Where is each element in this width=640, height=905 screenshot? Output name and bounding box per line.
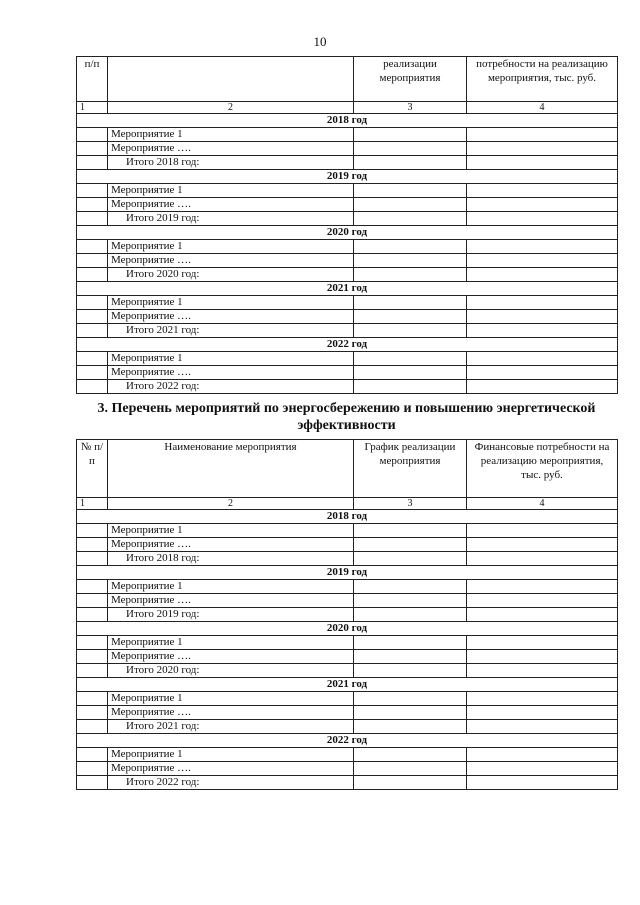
schedule-cell	[354, 310, 467, 324]
year-heading: 2022 год	[77, 338, 618, 352]
schedule-cell	[354, 664, 467, 678]
total-row	[77, 324, 618, 338]
finance-cell	[467, 664, 618, 678]
row-number-cell	[77, 720, 108, 734]
year-row	[77, 114, 618, 128]
column-number: 4	[467, 498, 618, 510]
measure-row	[77, 594, 618, 608]
measure-row	[77, 296, 618, 310]
finance-cell	[467, 706, 618, 720]
measure-row	[77, 748, 618, 762]
column-number: 1	[77, 498, 108, 510]
column-number: 4	[467, 102, 618, 114]
header-col-number: № п/п	[77, 440, 108, 498]
schedule-cell	[354, 650, 467, 664]
total-label: Итого 2022 год:	[108, 776, 354, 790]
finance-cell	[467, 296, 618, 310]
measure-name: Мероприятие ….	[108, 538, 354, 552]
schedule-cell	[354, 156, 467, 170]
year-heading: 2022 год	[77, 734, 618, 748]
total-row	[77, 720, 618, 734]
finance-cell	[467, 580, 618, 594]
total-row	[77, 608, 618, 622]
header-col-finance: Финансовые потребности на реализацию мероприятия, тыс. руб.	[467, 440, 618, 498]
year-heading: 2021 год	[77, 678, 618, 692]
finance-cell	[467, 310, 618, 324]
row-number-cell	[77, 552, 108, 566]
year-heading: 2018 год	[77, 114, 618, 128]
finance-cell	[467, 650, 618, 664]
row-number-cell	[77, 538, 108, 552]
row-number-cell	[77, 212, 108, 226]
schedule-cell	[354, 776, 467, 790]
measure-row	[77, 142, 618, 156]
measure-row	[77, 524, 618, 538]
row-number-cell	[77, 594, 108, 608]
total-row	[77, 268, 618, 282]
schedule-cell	[354, 608, 467, 622]
row-number-cell	[77, 366, 108, 380]
row-number-cell	[77, 748, 108, 762]
total-label: Итого 2021 год:	[108, 720, 354, 734]
row-number-cell	[77, 762, 108, 776]
measure-row	[77, 310, 618, 324]
header-col-schedule: График реализации мероприятия	[354, 440, 467, 498]
schedule-cell	[354, 720, 467, 734]
measure-name: Мероприятие ….	[108, 310, 354, 324]
measures-table-continued	[76, 56, 618, 394]
row-number-cell	[77, 254, 108, 268]
finance-cell	[467, 636, 618, 650]
finance-cell	[467, 128, 618, 142]
header-col-finance: потребности на реализацию мероприятия, тыс. руб.	[467, 57, 618, 102]
finance-cell	[467, 762, 618, 776]
header-col-name	[108, 57, 354, 102]
row-number-cell	[77, 608, 108, 622]
header-col-name: Наименование мероприятия	[108, 440, 354, 498]
row-number-cell	[77, 310, 108, 324]
measure-name: Мероприятие 1	[108, 692, 354, 706]
year-heading: 2019 год	[77, 170, 618, 184]
measure-name: Мероприятие 1	[108, 296, 354, 310]
finance-cell	[467, 720, 618, 734]
table-header-row	[77, 440, 618, 498]
total-row	[77, 380, 618, 394]
column-number: 2	[108, 498, 354, 510]
row-number-cell	[77, 198, 108, 212]
total-label: Итого 2018 год:	[108, 156, 354, 170]
row-number-cell	[77, 650, 108, 664]
schedule-cell	[354, 762, 467, 776]
total-label: Итого 2021 год:	[108, 324, 354, 338]
column-number: 3	[354, 498, 467, 510]
measure-row	[77, 762, 618, 776]
header-col-schedule: реализации мероприятия	[354, 57, 467, 102]
schedule-cell	[354, 524, 467, 538]
measure-name: Мероприятие 1	[108, 128, 354, 142]
measure-name: Мероприятие 1	[108, 352, 354, 366]
row-number-cell	[77, 296, 108, 310]
measure-row	[77, 580, 618, 594]
finance-cell	[467, 692, 618, 706]
year-row	[77, 510, 618, 524]
schedule-cell	[354, 594, 467, 608]
measure-row	[77, 706, 618, 720]
measure-row	[77, 352, 618, 366]
row-number-cell	[77, 240, 108, 254]
row-number-cell	[77, 706, 108, 720]
finance-cell	[467, 212, 618, 226]
row-number-cell	[77, 268, 108, 282]
schedule-cell	[354, 636, 467, 650]
year-heading: 2018 год	[77, 510, 618, 524]
row-number-cell	[77, 776, 108, 790]
finance-cell	[467, 594, 618, 608]
total-row	[77, 156, 618, 170]
column-number: 3	[354, 102, 467, 114]
column-number: 1	[77, 102, 108, 114]
year-heading: 2020 год	[77, 622, 618, 636]
energy-saving-measures-table	[76, 439, 618, 790]
row-number-cell	[77, 128, 108, 142]
measure-row	[77, 184, 618, 198]
year-row	[77, 226, 618, 240]
finance-cell	[467, 156, 618, 170]
schedule-cell	[354, 324, 467, 338]
column-number: 2	[108, 102, 354, 114]
total-label: Итого 2020 год:	[108, 268, 354, 282]
measure-name: Мероприятие 1	[108, 184, 354, 198]
measure-row	[77, 128, 618, 142]
schedule-cell	[354, 580, 467, 594]
measure-name: Мероприятие 1	[108, 524, 354, 538]
row-number-cell	[77, 636, 108, 650]
section-3-title: 3. Перечень мероприятий по энергосбережению и повышению энергетической эффективности	[97, 401, 596, 433]
schedule-cell	[354, 212, 467, 226]
row-number-cell	[77, 156, 108, 170]
column-numbers-row	[77, 498, 618, 510]
header-col-number: п/п	[77, 57, 108, 102]
schedule-cell	[354, 240, 467, 254]
measure-row	[77, 240, 618, 254]
measure-row	[77, 538, 618, 552]
schedule-cell	[354, 692, 467, 706]
measure-row	[77, 692, 618, 706]
finance-cell	[467, 352, 618, 366]
total-row	[77, 212, 618, 226]
finance-cell	[467, 240, 618, 254]
row-number-cell	[77, 352, 108, 366]
measure-row	[77, 366, 618, 380]
measure-name: Мероприятие 1	[108, 580, 354, 594]
measure-name: Мероприятие ….	[108, 142, 354, 156]
measure-name: Мероприятие ….	[108, 706, 354, 720]
finance-cell	[467, 608, 618, 622]
finance-cell	[467, 748, 618, 762]
row-number-cell	[77, 524, 108, 538]
finance-cell	[467, 184, 618, 198]
total-label: Итого 2019 год:	[108, 212, 354, 226]
schedule-cell	[354, 366, 467, 380]
finance-cell	[467, 268, 618, 282]
schedule-cell	[354, 296, 467, 310]
column-numbers-row	[77, 102, 618, 114]
total-label: Итого 2020 год:	[108, 664, 354, 678]
measure-row	[77, 254, 618, 268]
total-row	[77, 664, 618, 678]
finance-cell	[467, 524, 618, 538]
measure-name: Мероприятие ….	[108, 366, 354, 380]
year-row	[77, 678, 618, 692]
finance-cell	[467, 366, 618, 380]
measure-name: Мероприятие ….	[108, 650, 354, 664]
measure-name: Мероприятие ….	[108, 762, 354, 776]
finance-cell	[467, 254, 618, 268]
total-row	[77, 552, 618, 566]
measure-name: Мероприятие 1	[108, 636, 354, 650]
total-label: Итого 2019 год:	[108, 608, 354, 622]
finance-cell	[467, 324, 618, 338]
schedule-cell	[354, 128, 467, 142]
year-row	[77, 338, 618, 352]
row-number-cell	[77, 580, 108, 594]
year-row	[77, 566, 618, 580]
measure-row	[77, 198, 618, 212]
schedule-cell	[354, 184, 467, 198]
schedule-cell	[354, 198, 467, 212]
page-number: 10	[313, 34, 327, 49]
row-number-cell	[77, 142, 108, 156]
total-label: Итого 2018 год:	[108, 552, 354, 566]
finance-cell	[467, 380, 618, 394]
year-row	[77, 170, 618, 184]
measure-name: Мероприятие ….	[108, 198, 354, 212]
table-header-row	[77, 57, 618, 102]
schedule-cell	[354, 706, 467, 720]
finance-cell	[467, 198, 618, 212]
schedule-cell	[354, 552, 467, 566]
total-row	[77, 776, 618, 790]
finance-cell	[467, 538, 618, 552]
row-number-cell	[77, 184, 108, 198]
schedule-cell	[354, 538, 467, 552]
measure-name: Мероприятие 1	[108, 240, 354, 254]
year-heading: 2021 год	[77, 282, 618, 296]
row-number-cell	[77, 664, 108, 678]
finance-cell	[467, 552, 618, 566]
schedule-cell	[354, 748, 467, 762]
year-row	[77, 734, 618, 748]
schedule-cell	[354, 142, 467, 156]
row-number-cell	[77, 380, 108, 394]
year-heading: 2020 год	[77, 226, 618, 240]
row-number-cell	[77, 692, 108, 706]
year-row	[77, 282, 618, 296]
measure-name: Мероприятие ….	[108, 594, 354, 608]
row-number-cell	[77, 324, 108, 338]
measure-name: Мероприятие 1	[108, 748, 354, 762]
finance-cell	[467, 776, 618, 790]
schedule-cell	[354, 380, 467, 394]
schedule-cell	[354, 268, 467, 282]
measure-row	[77, 636, 618, 650]
schedule-cell	[354, 254, 467, 268]
measure-row	[77, 650, 618, 664]
total-label: Итого 2022 год:	[108, 380, 354, 394]
schedule-cell	[354, 352, 467, 366]
measure-name: Мероприятие ….	[108, 254, 354, 268]
year-heading: 2019 год	[77, 566, 618, 580]
year-row	[77, 622, 618, 636]
finance-cell	[467, 142, 618, 156]
